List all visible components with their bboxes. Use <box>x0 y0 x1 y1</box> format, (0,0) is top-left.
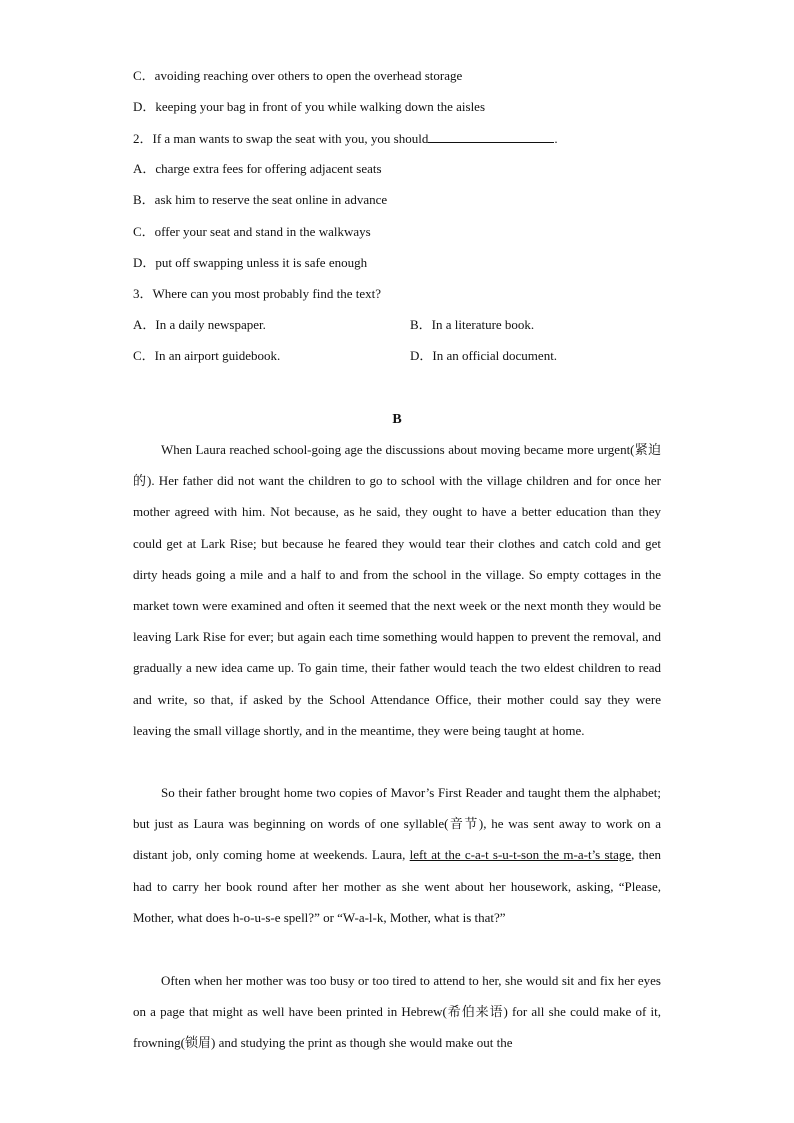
q3-stem: 3．Where can you most probably find the text? <box>133 286 382 301</box>
underlined-phrase: left at the c-a-t s-u-t-son the m-a-t’s stage <box>409 847 632 863</box>
answer-blank <box>428 130 554 143</box>
q2-stem-end: . <box>554 131 558 146</box>
section-title: B <box>392 412 402 427</box>
q2-option-b: B．ask him to reserve the seat online in advance <box>133 192 388 207</box>
q3-option-a: A．In a daily newspaper. <box>133 317 266 332</box>
q2-option-c: C．offer your seat and stand in the walkways <box>133 224 371 239</box>
passage-paragraph-1: When Laura reached school-going age the discussions about moving became more urgent(紧迫的). Her father did not want the children to go to school with the village children and for once her mother agreed with him. Not because, as he said, they ought to have a better education than they could get at Lark Rise; but because he feared they would tear their clothes and catch cold and get dirty heads going a mile and a half to and from the school in the village. So empty cottages in the market town were examined and often it seemed that the next week or the next month they would be leaving Lark Rise for ever; but again each time something would happen to prevent the removal, and gradually a new idea came up. To gain time, their father would teach the two eldest children to read and write, so that, if asked by the School Attendance Office, their mother could say they were leaving the small village shortly, and in the meantime, they were being taught at home. <box>133 442 661 738</box>
q3-option-d: D．In an official document. <box>410 348 558 363</box>
q2-option-d: D．put off swapping unless it is safe enough <box>133 255 368 270</box>
q2-stem <box>133 130 558 147</box>
q3-option-c: C．In an airport guidebook. <box>133 348 281 363</box>
passage-paragraph-3: Often when her mother was too busy or too tired to attend to her, she would sit and fix her eyes on a page that might as well have been printed in Hebrew(希伯来语) for all she could make of it, frowning(锁眉) and studying the print as though she would make out the <box>133 973 661 1051</box>
q2-stem-text: 2．If a man wants to swap the seat with you, you should <box>133 131 429 146</box>
paragraph-2-text-end: , then had to carry her book round after her mother as she went about her housework, asking, “Please, Mother, what does h-o-u-s-e spell?” or “W-a-l-k, Mother, what is that?” <box>133 847 661 925</box>
passage-paragraph-2 <box>133 777 661 933</box>
q3-option-b: B．In a literature book. <box>410 317 535 332</box>
q1-option-c: C．avoiding reaching over others to open the overhead storage <box>133 68 463 83</box>
q1-option-d: D．keeping your bag in front of you while walking down the aisles <box>133 99 486 114</box>
q2-option-a: A．charge extra fees for offering adjacent seats <box>133 161 382 176</box>
paragraph-2-text-start: So their father brought home two copies of Mavor’s First Reader and taught them the alphabet; but just as Laura was beginning on words of one syllable(音节), he was sent away to work on a distant job, only coming home at weekends. Laura, <box>133 785 661 863</box>
